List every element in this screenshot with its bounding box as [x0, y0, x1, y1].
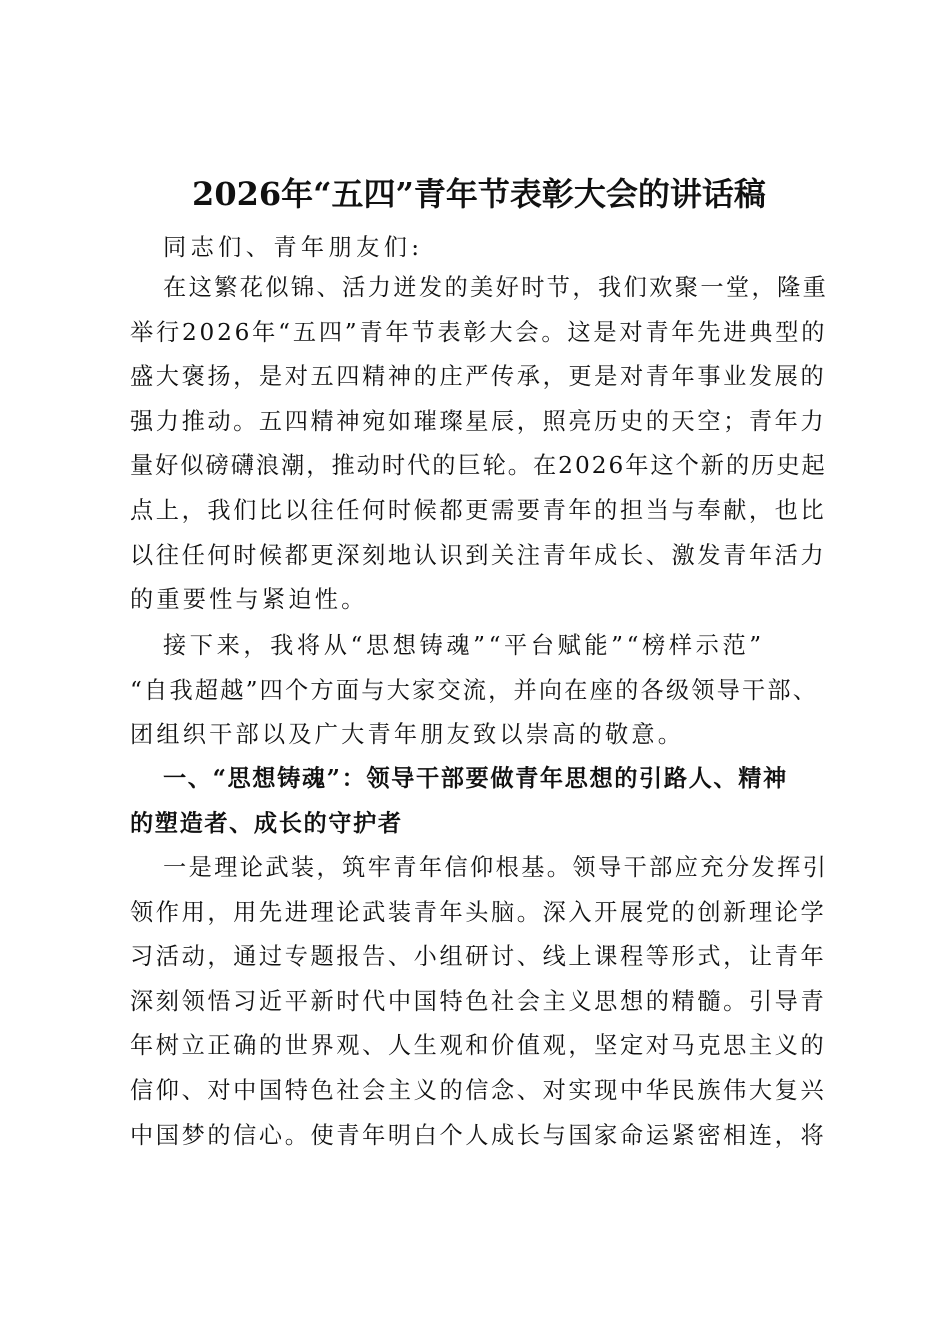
paragraph-line: 深刻领悟习近平新时代中国特色社会主义思想的精髓。引导青	[130, 987, 827, 1015]
paragraph-line: 的重要性与紧迫性。	[130, 586, 368, 614]
salutation	[130, 226, 828, 271]
paragraph-line: 年树立正确的世界观、人生观和价值观，坚定对马克思主义的	[130, 1032, 827, 1060]
paragraph-outline	[130, 624, 828, 758]
paragraph-line: 在这繁花似锦、活力迸发的美好时节，我们欢聚一堂，隆重	[163, 274, 829, 301]
paragraph-theory	[130, 846, 828, 1158]
paragraph-line: 信仰、对中国特色社会主义的信念、对实现中华民族伟大复兴	[130, 1076, 827, 1104]
paragraph-line: “自我超越”四个方面与大家交流，并向在座的各级领导干部、	[130, 676, 819, 704]
paragraph-line: 一是理论武装，筑牢青年信仰根基。领导干部应充分发挥引	[163, 854, 829, 881]
paragraph-opening	[130, 266, 828, 623]
paragraph-line: 盛大褒扬，是对五四精神的庄严传承，更是对青年事业发展的	[130, 363, 827, 391]
paragraph-line: 量好似磅礴浪潮，推动时代的巨轮。在2026年这个新的历史起	[130, 452, 827, 480]
paragraph-line: 中国梦的信心。使青年明白个人成长与国家命运紧密相连，将	[130, 1121, 827, 1149]
paragraph-line: 以往任何时候都更深刻地认识到关注青年成长、激发青年活力	[130, 541, 827, 569]
salutation-line: 同志们、青年朋友们:	[163, 234, 424, 261]
section-heading-1	[130, 757, 828, 846]
document-title: 2026年“五四”青年节表彰大会的讲话稿	[192, 175, 766, 213]
paragraph-line: 领作用，用先进理论武装青年头脑。深入开展党的创新理论学	[130, 898, 827, 926]
paragraph-line: 接下来，我将从“思想铸魂”“平台赋能”“榜样示范”	[163, 632, 765, 659]
paragraph-line: 强力推动。五四精神宛如璀璨星辰，照亮历史的天空；青年力	[130, 407, 827, 435]
paragraph-line: 点上，我们比以往任何时候都更需要青年的担当与奉献，也比	[130, 496, 827, 524]
paragraph-line: 团组织干部以及广大青年朋友致以崇高的敬意。	[130, 721, 685, 749]
paragraph-line: 习活动，通过专题报告、小组研讨、线上课程等形式，让青年	[130, 943, 827, 971]
heading-line: 的塑造者、成长的守护者	[130, 809, 403, 837]
paragraph-line: 举行2026年“五四”青年节表彰大会。这是对青年先进典型的	[130, 318, 828, 346]
heading-line: 一、“思想铸魂”：领导干部要做青年思想的引路人、精神	[163, 765, 788, 792]
